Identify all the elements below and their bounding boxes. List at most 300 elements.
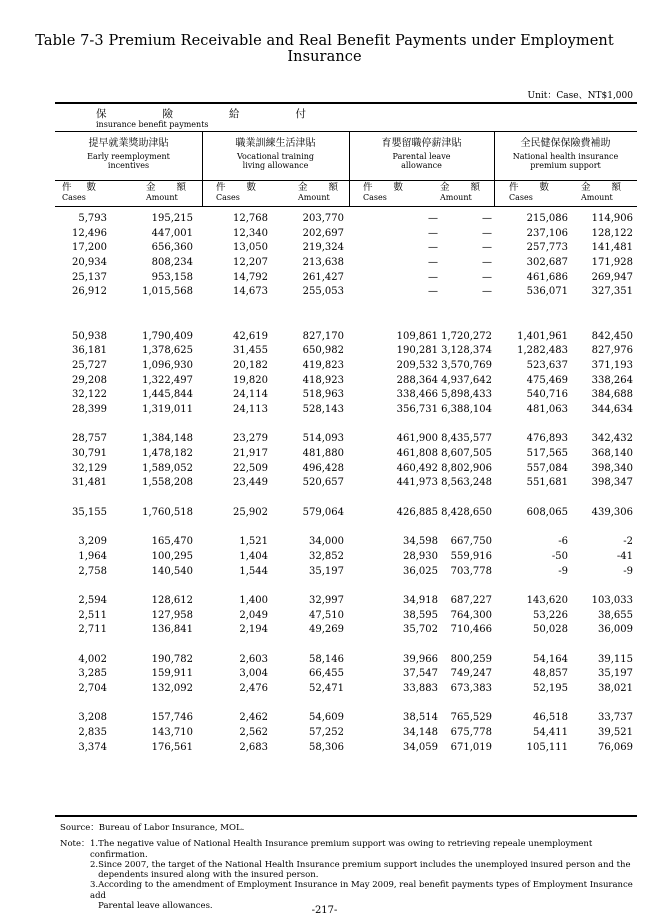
table-cell: 8,563,248: [441, 477, 492, 489]
table-cell: —: [482, 227, 492, 239]
group-header-health-insurance: 全民健保保險費補助 National health insurance premium support: [512, 138, 619, 170]
table-cell: 518,963: [302, 389, 344, 401]
table-cell: 827,976: [591, 345, 633, 357]
table-cell: 710,466: [450, 624, 492, 636]
subheader-amount: 金 額 Amount: [298, 182, 338, 202]
table-spacer-row: [55, 419, 637, 434]
table-cell: -9: [623, 565, 633, 577]
table-row: [55, 286, 637, 301]
table-cell: 1,478,182: [142, 448, 193, 459]
table-cell: 57,252: [309, 727, 344, 739]
table-cell: 23,279: [233, 433, 268, 445]
table-cell: 461,900: [396, 433, 438, 445]
table-cell: 536,071: [526, 286, 568, 298]
unit-label: Unit：Case、NT$1,000: [527, 91, 633, 101]
subheader-cases: 件 數 Cases: [509, 182, 549, 202]
table-cell: 842,450: [591, 330, 633, 342]
table-cell: 650,982: [302, 345, 344, 357]
table-spacer-row: [55, 521, 637, 536]
table-cell: 159,911: [151, 668, 193, 680]
note-label: Note：: [60, 839, 90, 850]
table-cell: 39,521: [598, 727, 633, 739]
table-cell: 31,455: [233, 345, 268, 357]
table-cell: 32,122: [72, 389, 107, 401]
table-cell: 540,716: [526, 389, 568, 401]
note-line: Note： 1.The negative value of National Health Insurance premium support was owing to retrieving repeale unemployment confirmation.: [60, 839, 593, 860]
table-cell: —: [482, 242, 492, 254]
subheader-cases: 件 數 Cases: [62, 182, 96, 202]
table-cell: 29,208: [72, 374, 107, 386]
table-cell: 34,000: [309, 536, 344, 548]
table-cell: 39,966: [403, 653, 438, 665]
table-cell: 1,378,625: [142, 345, 193, 357]
table-cell: 21,917: [233, 448, 268, 459]
table-cell: 34,598: [403, 536, 438, 548]
table-cell: 114,906: [591, 213, 633, 224]
table-cell: 2,594: [78, 594, 107, 606]
table-row: [55, 566, 637, 581]
table-cell: —: [482, 257, 492, 269]
table-cell: 808,234: [151, 257, 193, 269]
table-cell: 1,544: [239, 565, 268, 577]
table-row: [55, 433, 637, 448]
table-cell: 523,637: [526, 359, 568, 371]
table-cell: 39,115: [598, 653, 633, 665]
table-cell: 25,727: [72, 359, 107, 371]
table-cell: 749,247: [450, 668, 492, 680]
table-cell: 269,947: [591, 271, 633, 283]
table-cell: 215,086: [526, 213, 568, 224]
table-cell: 38,595: [403, 609, 438, 621]
table-cell: 22,509: [233, 462, 268, 474]
table-cell: 703,778: [450, 565, 492, 577]
table-cell: 38,655: [598, 609, 633, 621]
table-row: [55, 389, 637, 404]
table-cell: —: [482, 286, 492, 298]
table-cell: 54,164: [533, 653, 568, 665]
table-cell: 765,529: [450, 712, 492, 724]
table-cell: 36,009: [598, 624, 633, 636]
table-cell: 528,143: [302, 403, 344, 415]
table-cell: 461,686: [526, 271, 568, 283]
table-row: [55, 242, 637, 257]
table-row: [55, 536, 637, 551]
table-cell: 1,096,930: [142, 359, 193, 371]
table-cell: 66,455: [309, 668, 344, 680]
table-cell: -41: [616, 550, 633, 562]
group-header-early-reemployment: 提早就業獎助津貼 Early reemployment incentives: [87, 138, 170, 170]
table-cell: 441,973: [396, 477, 438, 489]
table-cell: 165,470: [151, 536, 193, 548]
table-cell: 103,033: [591, 594, 633, 606]
table-cell: 1,322,497: [142, 374, 193, 386]
table-cell: 49,269: [309, 624, 344, 636]
group-header-rule: [55, 180, 637, 181]
table-cell: 52,195: [533, 683, 568, 694]
table-cell: 203,770: [302, 213, 344, 224]
table-cell: —: [482, 213, 492, 224]
table-cell: 3,285: [78, 668, 107, 680]
table-row: [55, 404, 637, 419]
table-bottom-rule: [55, 815, 637, 817]
table-cell: 475,469: [526, 374, 568, 386]
table-cell: 23,449: [233, 477, 268, 489]
table-spacer-row: [55, 316, 637, 331]
table-cell: 398,340: [591, 462, 633, 474]
table-row: [55, 477, 637, 492]
table-cell: 8,607,505: [441, 448, 492, 459]
table-cell: 35,702: [403, 624, 438, 636]
table-row: [55, 507, 637, 522]
table-cell: 371,193: [591, 359, 633, 371]
table-row: [55, 610, 637, 625]
table-cell: —: [428, 242, 438, 254]
table-row: [55, 213, 637, 228]
table-spacer-row: [55, 301, 637, 316]
table-cell: 140,540: [151, 565, 193, 577]
table-cell: 195,215: [151, 213, 193, 224]
table-cell: 26,912: [72, 286, 107, 298]
table-cell: 12,340: [233, 227, 268, 239]
table-cell: 8,802,906: [441, 462, 492, 474]
table-row: [55, 595, 637, 610]
table-cell: 36,181: [72, 345, 107, 357]
benefit-header-en: insurance benefit payments: [96, 120, 209, 129]
table-cell: 1,282,483: [517, 345, 568, 357]
table-top-rule: [55, 102, 637, 104]
table-cell: 1,760,518: [142, 506, 193, 518]
table-cell: 14,673: [233, 286, 268, 298]
table-cell: 25,902: [233, 506, 268, 518]
table-cell: 24,114: [233, 389, 268, 401]
table-cell: 344,634: [591, 403, 633, 415]
table-cell: -2: [623, 536, 633, 548]
table-cell: 105,111: [526, 741, 568, 753]
table-cell: 30,791: [72, 448, 107, 459]
table-cell: 157,746: [151, 712, 193, 724]
table-cell: 1,384,148: [142, 433, 193, 445]
note-line: 3.According to the amendment of Employment Insurance in May 2009, real benefit payments types of Employment Insurance add: [90, 880, 633, 901]
table-cell: 20,182: [233, 359, 268, 371]
table-cell: 190,281: [396, 345, 438, 357]
table-cell: 32,997: [309, 594, 344, 606]
table-cell: 52,471: [309, 683, 344, 694]
table-cell: 4,002: [78, 653, 107, 665]
table-spacer-row: [55, 580, 637, 595]
table-cell: 54,411: [533, 727, 568, 739]
table-cell: 33,737: [598, 712, 633, 724]
table-cell: 237,106: [526, 227, 568, 239]
page-title: Table 7-3 Premium Receivable and Real Benefit Payments under Employment Insurance: [35, 33, 614, 65]
subheader-amount: 金 額 Amount: [581, 182, 621, 202]
table-cell: 143,620: [526, 594, 568, 606]
table-cell: 35,197: [598, 668, 633, 680]
table-cell: —: [428, 271, 438, 283]
table-cell: 496,428: [302, 462, 344, 474]
table-cell: 12,768: [233, 213, 268, 224]
table-cell: 42,619: [233, 330, 268, 342]
table-cell: 3,374: [78, 741, 107, 753]
table-cell: 20,934: [72, 257, 107, 269]
table-cell: 128,122: [591, 227, 633, 239]
table-cell: 54,609: [309, 712, 344, 724]
table-cell: 3,208: [78, 712, 107, 724]
table-cell: 1,720,272: [441, 330, 492, 342]
table-row: [55, 331, 637, 346]
table-cell: 288,364: [396, 374, 438, 386]
table-cell: 3,128,374: [441, 345, 492, 357]
table-cell: 1,558,208: [142, 477, 193, 489]
table-cell: 673,383: [450, 683, 492, 694]
table-cell: 418,923: [302, 374, 344, 386]
table-cell: 219,324: [302, 242, 344, 254]
table-cell: 202,697: [302, 227, 344, 239]
table-cell: 2,603: [239, 653, 268, 665]
table-cell: 176,561: [151, 741, 193, 753]
table-cell: 190,782: [151, 653, 193, 665]
table-cell: 28,930: [403, 550, 438, 562]
table-cell: 33,883: [403, 683, 438, 694]
table-cell: 100,295: [151, 550, 193, 562]
table-cell: 447,001: [151, 227, 193, 239]
footer-notes: [60, 823, 640, 911]
table-cell: 338,466: [396, 389, 438, 401]
table-cell: 557,084: [526, 462, 568, 474]
table-cell: —: [428, 213, 438, 224]
table-cell: 3,570,769: [441, 359, 492, 371]
table-cell: 398,347: [591, 477, 633, 489]
table-cell: 687,227: [450, 594, 492, 606]
table-cell: 17,200: [72, 242, 107, 254]
table-cell: 1,404: [239, 550, 268, 562]
table-cell: 48,857: [533, 668, 568, 680]
table-cell: -50: [551, 550, 568, 562]
group-header-parental-leave: 育嬰留職停薪津貼 Parental leave allowance: [381, 138, 462, 170]
benefit-header-zh: 保 險 給 付: [96, 108, 306, 120]
subheader-amount: 金 額 Amount: [146, 182, 186, 202]
table-cell: 141,481: [591, 242, 633, 254]
table-row: [55, 272, 637, 287]
table-cell: 671,019: [450, 741, 492, 753]
table-row: [55, 712, 637, 727]
table-cell: -9: [558, 565, 568, 577]
table-cell: 76,069: [598, 741, 633, 753]
table-cell: 517,565: [526, 448, 568, 459]
table-cell: 338,264: [591, 374, 633, 386]
table-row: [55, 228, 637, 243]
table-cell: 47,510: [309, 609, 344, 621]
table-cell: 327,351: [591, 286, 633, 298]
note-line: 2.Since 2007, the target of the National Health Insurance premium support includes the unemployed insured person and the: [90, 859, 631, 870]
table-cell: 128,612: [151, 594, 193, 606]
table-cell: 257,773: [526, 242, 568, 254]
table-cell: 559,916: [450, 550, 492, 562]
table-spacer-row: [55, 492, 637, 507]
table-cell: 481,880: [302, 448, 344, 459]
table-cell: 356,731: [396, 403, 438, 415]
table-cell: 19,820: [233, 374, 268, 386]
table-cell: 32,852: [309, 550, 344, 562]
table-cell: 1,319,011: [142, 403, 193, 415]
table-cell: —: [428, 286, 438, 298]
table-cell: 1,964: [78, 550, 107, 562]
table-cell: 1,790,409: [142, 330, 193, 342]
table-cell: 127,958: [151, 609, 193, 621]
table-cell: 5,793: [78, 213, 107, 224]
table-cell: 439,306: [591, 506, 633, 518]
table-row: [55, 375, 637, 390]
table-row: [55, 668, 637, 683]
table-cell: 2,194: [239, 624, 268, 636]
table-spacer-row: [55, 698, 637, 713]
table-cell: 38,021: [598, 683, 633, 694]
table-cell: 461,808: [396, 448, 438, 459]
table-cell: 764,300: [450, 609, 492, 621]
table-cell: 2,562: [239, 727, 268, 739]
table-cell: 481,063: [526, 403, 568, 415]
table-cell: 675,778: [450, 727, 492, 739]
table-cell: 53,226: [533, 609, 568, 621]
table-cell: 2,476: [239, 683, 268, 694]
table-cell: 213,638: [302, 257, 344, 269]
table-cell: 368,140: [591, 448, 633, 459]
table-cell: 46,518: [533, 712, 568, 724]
table-cell: 1,521: [239, 536, 268, 548]
table-row: [55, 257, 637, 272]
table-cell: 953,158: [151, 271, 193, 283]
note-line: Parental leave allowances.: [90, 901, 213, 912]
table-cell: 143,710: [151, 727, 193, 739]
table-cell: 8,428,650: [441, 506, 492, 518]
table-cell: -6: [558, 536, 568, 548]
table-cell: 1,015,568: [142, 286, 193, 298]
table-cell: 476,893: [526, 433, 568, 445]
table-row: [55, 742, 637, 757]
table-cell: 302,687: [526, 257, 568, 269]
table-cell: 28,757: [72, 433, 107, 445]
table-cell: 58,306: [309, 741, 344, 753]
table-cell: 109,861: [396, 330, 438, 342]
column-header-rule: [55, 206, 637, 207]
table-cell: 255,053: [302, 286, 344, 298]
table-cell: 35,155: [72, 506, 107, 518]
table-spacer-row: [55, 639, 637, 654]
table-row: [55, 551, 637, 566]
table-cell: 514,093: [302, 433, 344, 445]
table-cell: 34,918: [403, 594, 438, 606]
table-cell: 667,750: [450, 536, 492, 548]
table-row: [55, 654, 637, 669]
table-cell: 171,928: [591, 257, 633, 269]
table-cell: 24,113: [233, 403, 268, 415]
table-cell: —: [482, 271, 492, 283]
table-cell: 4,937,642: [441, 374, 492, 386]
table-cell: 12,207: [233, 257, 268, 269]
table-cell: 520,657: [302, 477, 344, 489]
table-cell: 419,823: [302, 359, 344, 371]
table-cell: 1,445,844: [142, 389, 193, 401]
table-cell: 827,170: [302, 330, 344, 342]
table-cell: 34,059: [403, 741, 438, 753]
table-cell: 31,481: [72, 477, 107, 489]
table-cell: 2,462: [239, 712, 268, 724]
subheader-amount: 金 額 Amount: [440, 182, 480, 202]
table-cell: 2,835: [78, 727, 107, 739]
table-cell: 261,427: [302, 271, 344, 283]
table-cell: 12,496: [72, 227, 107, 239]
table-cell: 460,492: [396, 462, 438, 474]
table-cell: 656,360: [151, 242, 193, 254]
table-cell: 2,704: [78, 683, 107, 694]
table-cell: 3,004: [239, 668, 268, 680]
table-cell: 384,688: [591, 389, 633, 401]
table-cell: 37,547: [403, 668, 438, 680]
table-cell: 8,435,577: [441, 433, 492, 445]
table-cell: 32,129: [72, 462, 107, 474]
note-line: dependents insured along with the insured person.: [90, 870, 319, 881]
table-cell: —: [428, 257, 438, 269]
table-cell: 2,683: [239, 741, 268, 753]
table-cell: 1,400: [239, 594, 268, 606]
benefit-header-rule: [55, 131, 637, 132]
table-cell: 25,137: [72, 271, 107, 283]
table-cell: 800,259: [450, 653, 492, 665]
table-cell: 1,589,052: [142, 462, 193, 474]
table-cell: 2,511: [78, 609, 107, 621]
table-cell: 2,049: [239, 609, 268, 621]
table-cell: 38,514: [403, 712, 438, 724]
table-row: [55, 463, 637, 478]
source-line: Source：Bureau of Labor Insurance, MOL.: [60, 823, 245, 833]
table-cell: 6,388,104: [441, 403, 492, 415]
table-cell: 58,146: [309, 653, 344, 665]
table-cell: 579,064: [302, 506, 344, 518]
table-row: [55, 624, 637, 639]
table-row: [55, 345, 637, 360]
table-body: [55, 213, 637, 756]
table-cell: 551,681: [526, 477, 568, 489]
page-number: -217-: [311, 905, 338, 916]
table-cell: —: [428, 227, 438, 239]
table-cell: 426,885: [396, 506, 438, 518]
table-cell: 1,401,961: [517, 330, 568, 342]
table-cell: 35,197: [309, 565, 344, 577]
table-cell: 2,711: [78, 624, 107, 636]
table-cell: 50,938: [72, 330, 107, 342]
table-cell: 3,209: [78, 536, 107, 548]
table-cell: 36,025: [403, 565, 438, 577]
table-cell: 132,092: [151, 683, 193, 694]
table-cell: 50,028: [533, 624, 568, 636]
table-cell: 209,532: [396, 359, 438, 371]
subheader-cases: 件 數 Cases: [363, 182, 403, 202]
group-header-vocational-training: 職業訓練生活津貼 Vocational training living allowance: [235, 138, 316, 170]
table-cell: 136,841: [151, 624, 193, 636]
table-cell: 34,148: [403, 727, 438, 739]
table-cell: 28,399: [72, 403, 107, 415]
subheader-cases: 件 數 Cases: [216, 182, 256, 202]
table-row: [55, 727, 637, 742]
table-row: [55, 360, 637, 375]
table-cell: 342,432: [591, 433, 633, 445]
table-cell: 14,792: [233, 271, 268, 283]
table-cell: 2,758: [78, 565, 107, 577]
table-cell: 13,050: [233, 242, 268, 254]
table-cell: 608,065: [526, 506, 568, 518]
table-cell: 5,898,433: [441, 389, 492, 401]
table-row: [55, 683, 637, 698]
table-row: [55, 448, 637, 463]
